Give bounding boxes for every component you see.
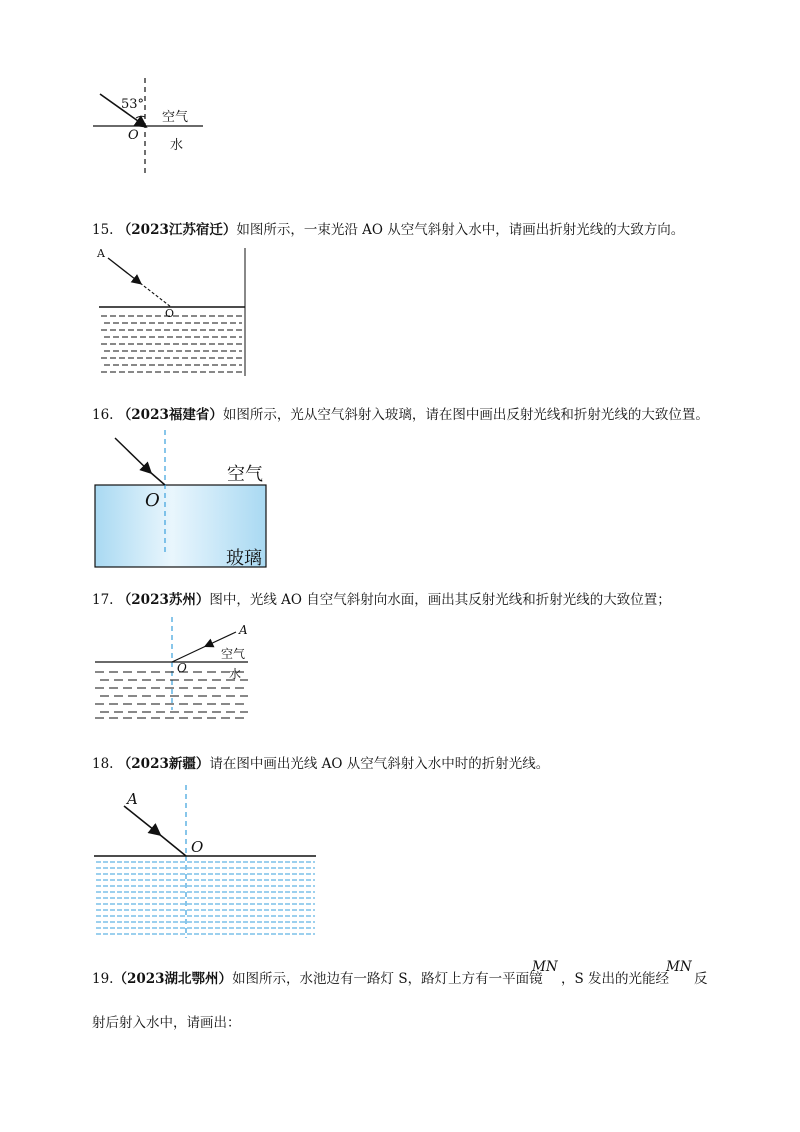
- water-label: 水: [229, 667, 242, 681]
- air-label: 空气: [221, 647, 246, 661]
- question-source: （2023苏州）: [117, 592, 210, 608]
- question-number: 18.: [92, 756, 114, 772]
- mirror-mn-label-2: MN: [666, 959, 692, 975]
- question-text: 请在图中画出光线 AO 从空气斜射入水中时的折射光线。: [209, 756, 550, 772]
- water-label: 水: [170, 138, 184, 153]
- question-number: 17.: [92, 592, 114, 608]
- angle-label: 53°: [121, 97, 145, 112]
- point-o-label: O: [191, 838, 204, 856]
- point-o-label: O: [165, 307, 175, 320]
- question-19-line-2: 射后射入水中，请画出：: [92, 1015, 241, 1031]
- point-o-label: O: [177, 661, 187, 675]
- question-number: 15.: [92, 222, 114, 238]
- glass-label: 玻璃: [226, 548, 262, 569]
- question-text: 如图所示，一束光沿 AO 从空气斜射入水中，请画出折射光线的大致方向。: [236, 222, 685, 238]
- air-label: 空气: [227, 464, 263, 485]
- question-number: 16.: [92, 407, 114, 423]
- question-text-end: 反: [694, 971, 708, 987]
- question-text: 如图所示，水池边有一路灯 S，路灯上方有一平面镜: [232, 971, 543, 987]
- question-text-continued: ，S 发出的光能经: [561, 971, 670, 987]
- point-a-label: A: [97, 247, 105, 260]
- question-source: （2023江苏宿迁）: [117, 222, 237, 238]
- mirror-mn-label-1: MN: [532, 959, 558, 975]
- question-text: 如图所示，光从空气斜射入玻璃，请在图中画出反射光线和折射光线的大致位置。: [222, 407, 709, 423]
- question-source: （2023福建省）: [117, 407, 223, 423]
- point-a-label: A: [127, 790, 138, 808]
- question-19: [92, 970, 543, 988]
- air-label: 空气: [162, 110, 189, 125]
- question-source: （2023湖北鄂州）: [113, 971, 233, 987]
- point-a-label: A: [239, 623, 248, 637]
- question-source: （2023新疆）: [117, 756, 210, 772]
- point-o-label: O: [145, 490, 160, 511]
- point-o-label: O: [128, 128, 139, 143]
- question-number: 19.: [92, 971, 114, 987]
- question-text: 图中，光线 AO 自空气斜射向水面，画出其反射光线和折射光线的大致位置；: [209, 592, 671, 608]
